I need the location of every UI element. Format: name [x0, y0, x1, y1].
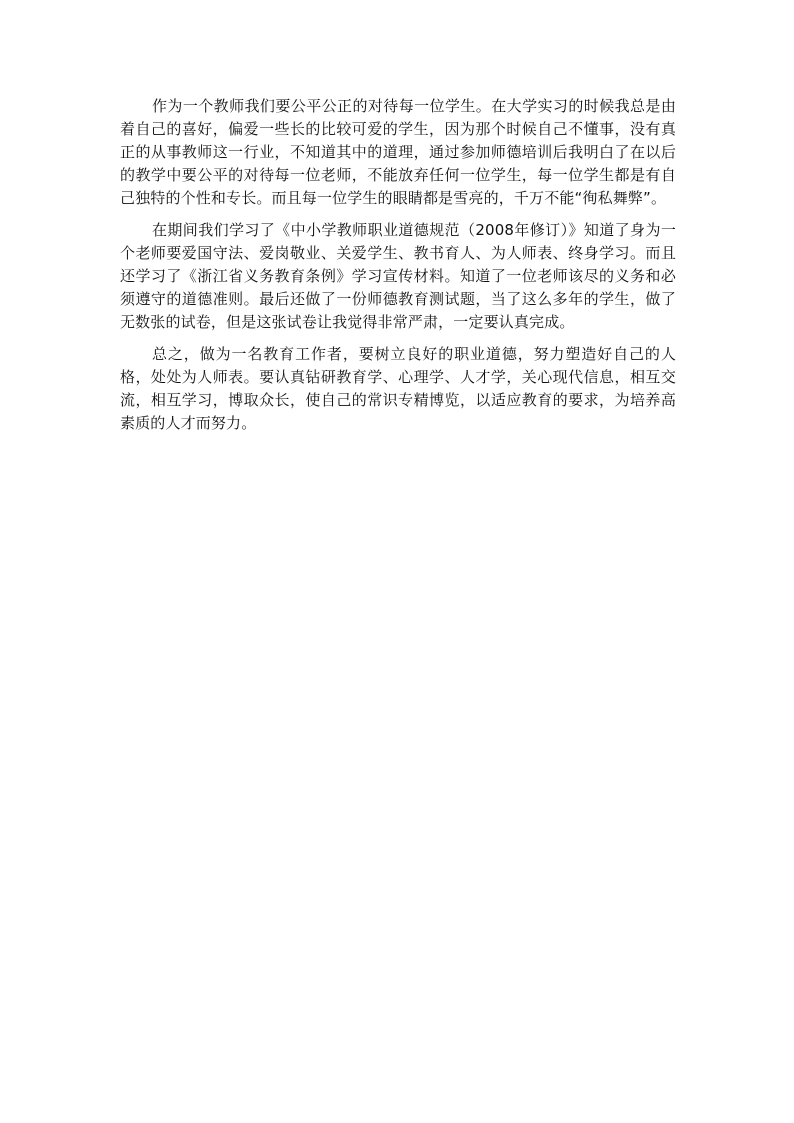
paragraph-1: 作为一个教师我们要公平公正的对待每一位学生。在大学实习的时候我总是由着自己的喜好，偏爱一些长的比较可爱的学生，因为那个时候自己不懂事，没有真正的从事教师这一行业，不知道其中的道理，通过参加师德培训后我明白了在以后的教学中要公平的对待每一位老师，不能放弃任何一位学生，每一位学生都是有自己独特的个性和专长。而且每一位学生的眼睛都是雪亮的，千万不能“徇私舞弊”。	[120, 97, 676, 207]
paragraph-2: 在期间我们学习了《中小学教师职业道德规范（2008年修订）》知道了身为一个老师要爱国守法、爱岗敬业、关爱学生、教书育人、为人师表、终身学习。而且还学习了《浙江省义务教育条例》学习宣传材料。知道了一位老师该尽的义务和必须遵守的道德准则。最后还做了一份师德教育测试题，当了这么多年的学生，做了无数张的试卷，但是这张试卷让我觉得非常严肃，一定要认真完成。	[120, 221, 676, 331]
document-body	[120, 95, 676, 444]
paragraph-3: 总之，做为一名教育工作者，要树立良好的职业道德，努力塑造好自己的人格，处处为人师表。要认真钻研教育学、心理学、人才学，关心现代信息，相互交流，相互学习，博取众长，使自己的常识专精博览，以适应教育的要求，为培养高素质的人才而努力。	[120, 345, 676, 432]
